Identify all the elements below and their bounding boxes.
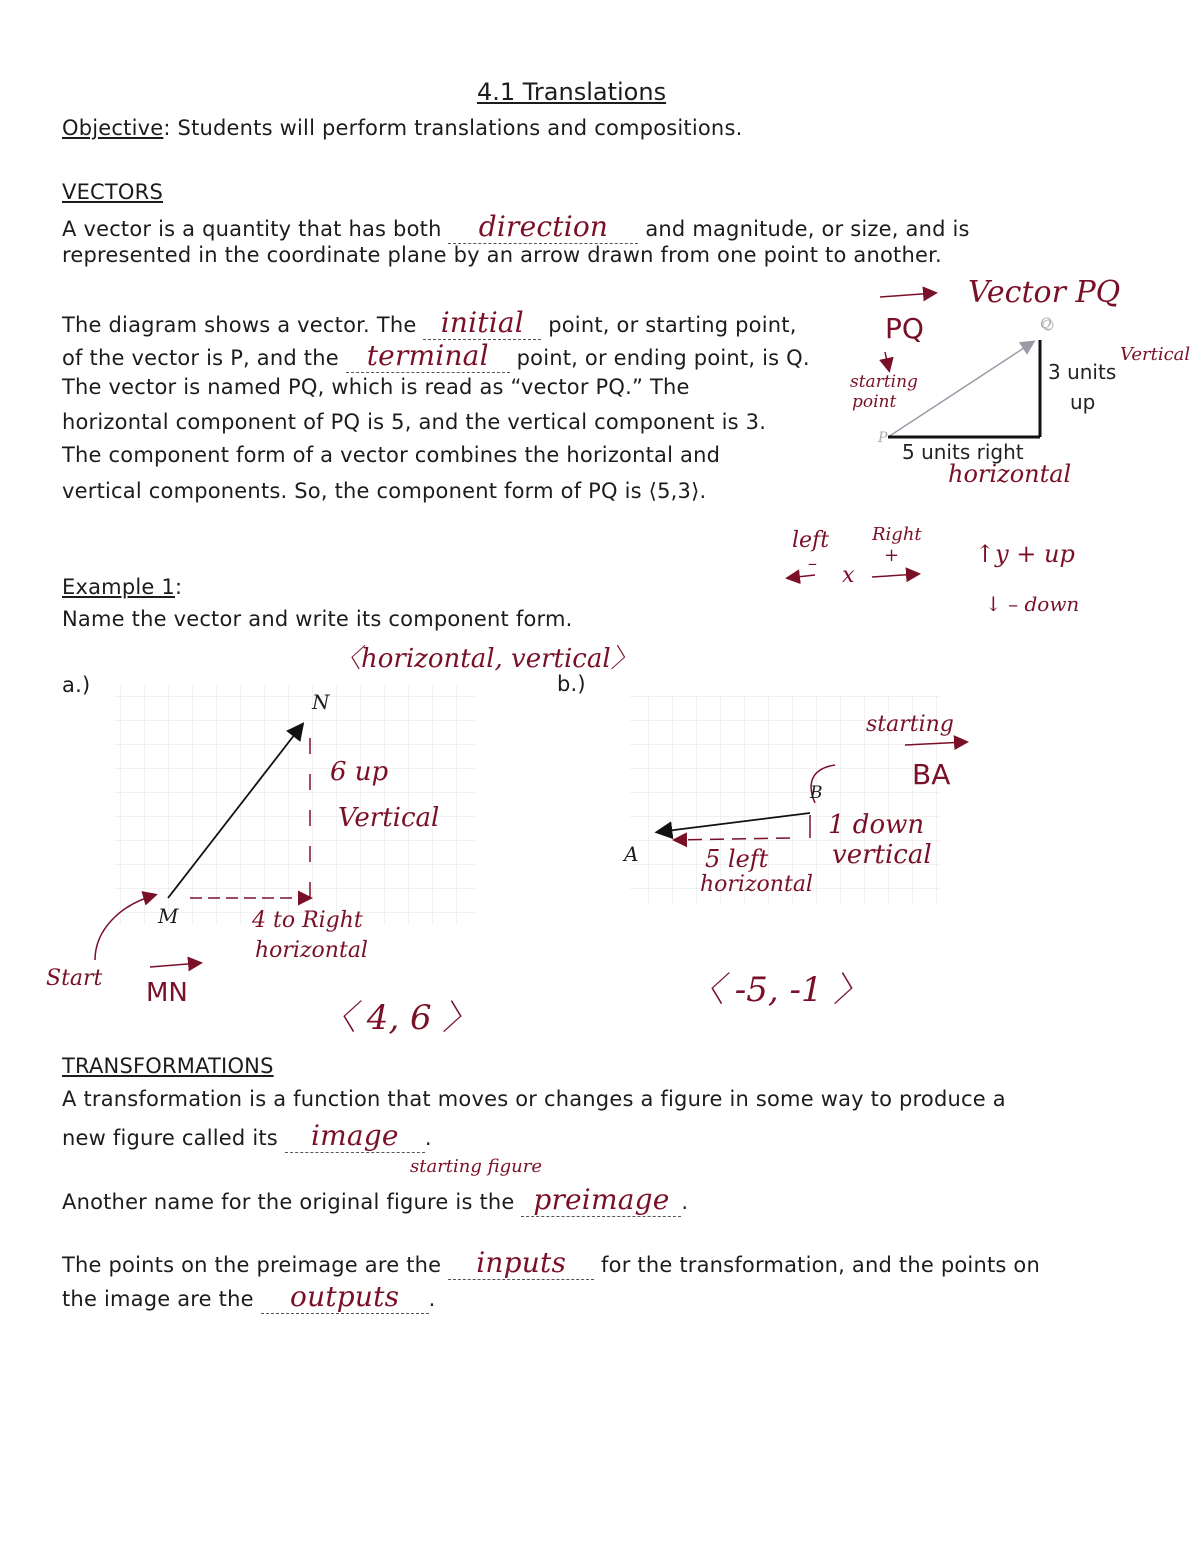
blank-outputs <box>261 1280 429 1314</box>
note-start: Start <box>46 966 103 991</box>
label-p: P <box>878 430 888 446</box>
key-plus: + <box>884 545 900 566</box>
blank-outputs-text: outputs <box>290 1280 400 1313</box>
label-m: M <box>158 904 179 928</box>
page-title: 4.1 Translations <box>477 78 667 106</box>
note-6-up: 6 up <box>330 757 389 787</box>
line-3-before: Another name for the original figure is the <box>62 1190 522 1214</box>
para-a-after: point, or starting point, <box>541 313 797 337</box>
note-vertical-b: vertical <box>832 840 932 870</box>
note-pq: PQ <box>885 312 924 345</box>
note-horizontal-b: horizontal <box>700 872 813 897</box>
left-arrow <box>788 575 815 578</box>
para-a-before: The diagram shows a vector. The <box>62 313 424 337</box>
blank-inputs <box>448 1246 594 1280</box>
vectors-line-2: represented in the coordinate plane by an arrow drawn from one point to another. <box>62 243 942 267</box>
note-ba: BA <box>912 758 951 791</box>
right-arrow <box>872 574 918 577</box>
line-2-after: . <box>424 1126 432 1150</box>
example1-colon: : <box>174 575 183 599</box>
note-component-form: 〈horizontal, vertical〉 <box>335 644 637 674</box>
note-vector-pq: Vector PQ <box>968 275 1121 310</box>
note-point: point <box>852 392 897 412</box>
example1-heading: Example 1 <box>62 575 175 599</box>
note-vertical: Vertical <box>1120 344 1191 365</box>
blank-initial-text: initial <box>440 306 524 339</box>
label-up: up <box>1070 390 1096 414</box>
key-y-up: ↑y + up <box>975 540 1075 568</box>
label-q: Q <box>1040 316 1052 332</box>
line-5-before: the image are the <box>62 1287 261 1311</box>
blank-inputs-text: inputs <box>476 1246 567 1279</box>
line-3-after: . <box>681 1190 689 1214</box>
answer-b: 〈 -5, -1 〉 <box>690 970 868 1010</box>
note-horizontal: horizontal <box>948 460 1072 488</box>
example1-instruction: Name the vector and write its component form. <box>62 607 573 631</box>
note-starting: starting <box>850 372 918 392</box>
note-horizontal-a: horizontal <box>255 938 368 963</box>
starting-point-arrow <box>885 352 889 370</box>
line-2-before: new figure called its <box>62 1126 285 1150</box>
transformations-line-5 <box>62 1280 436 1314</box>
blank-image <box>285 1119 425 1153</box>
line-4-after: for the transformation, and the points on <box>594 1253 1040 1277</box>
objective-text: : Students will perform translations and compositions. <box>163 116 743 140</box>
line-5-after: . <box>428 1287 436 1311</box>
blank-direction-text: direction <box>478 210 609 243</box>
note-starting-b: starting <box>866 712 954 737</box>
key-minus: – <box>808 553 817 574</box>
vectors-para-d: horizontal component of PQ is 5, and the vertical component is 3. <box>62 410 767 434</box>
key-left: left <box>792 528 830 553</box>
vectors-para-e: The component form of a vector combines the horizontal and <box>62 443 721 467</box>
blank-preimage-text: preimage <box>533 1183 670 1216</box>
label-b: B <box>810 783 823 803</box>
vectors-para-c: The vector is named PQ, which is read as “vector PQ.” The <box>62 375 690 399</box>
blank-terminal-text: terminal <box>366 339 489 372</box>
para-b-before: of the vector is P, and the <box>62 346 346 370</box>
transformations-line-4 <box>62 1246 1040 1280</box>
line-4-before: The points on the preimage are the <box>62 1253 449 1277</box>
label-3-units: 3 units <box>1048 360 1117 384</box>
vectors-line-1-before: A vector is a quantity that has both <box>62 217 449 241</box>
answer-a: 〈 4, 6 〉 <box>322 998 477 1038</box>
part-a-label: a.) <box>62 673 91 697</box>
note-starting-figure: starting figure <box>410 1156 543 1177</box>
transformations-heading: TRANSFORMATIONS <box>62 1054 274 1078</box>
blank-image-text: image <box>310 1119 399 1152</box>
blank-preimage <box>521 1183 681 1217</box>
example1-heading-line <box>62 575 182 599</box>
mn-overline-arrow <box>150 963 200 967</box>
transformations-line-3 <box>62 1183 688 1217</box>
transformations-line-1: A transformation is a function that moves or changes a figure in some way to produce a <box>62 1087 1006 1111</box>
vectors-heading: VECTORS <box>62 180 163 204</box>
key-right: Right <box>872 524 922 545</box>
note-1-down: 1 down <box>828 810 925 840</box>
note-5-left: 5 left <box>705 845 769 873</box>
label-n: N <box>312 690 330 714</box>
vectors-line-1-after: and magnitude, or size, and is <box>638 217 970 241</box>
para-b-after: point, or ending point, is Q. <box>509 346 810 370</box>
vectors-para-f: vertical components. So, the component form of PQ is ⟨5,3⟩. <box>62 479 707 503</box>
pq-overline-arrow <box>880 293 935 297</box>
key-x: x <box>842 563 855 588</box>
part-b-label: b.) <box>557 672 586 696</box>
objective-label: Objective <box>62 116 164 140</box>
label-5-units-right: 5 units right <box>902 440 1024 464</box>
label-a: A <box>624 842 639 866</box>
note-4-to-right: 4 to Right <box>252 908 363 933</box>
note-mn: MN <box>146 978 188 1008</box>
key-y-down: ↓ – down <box>985 592 1080 616</box>
note-vertical-a: Vertical <box>338 803 440 833</box>
transformations-line-2 <box>62 1119 432 1153</box>
